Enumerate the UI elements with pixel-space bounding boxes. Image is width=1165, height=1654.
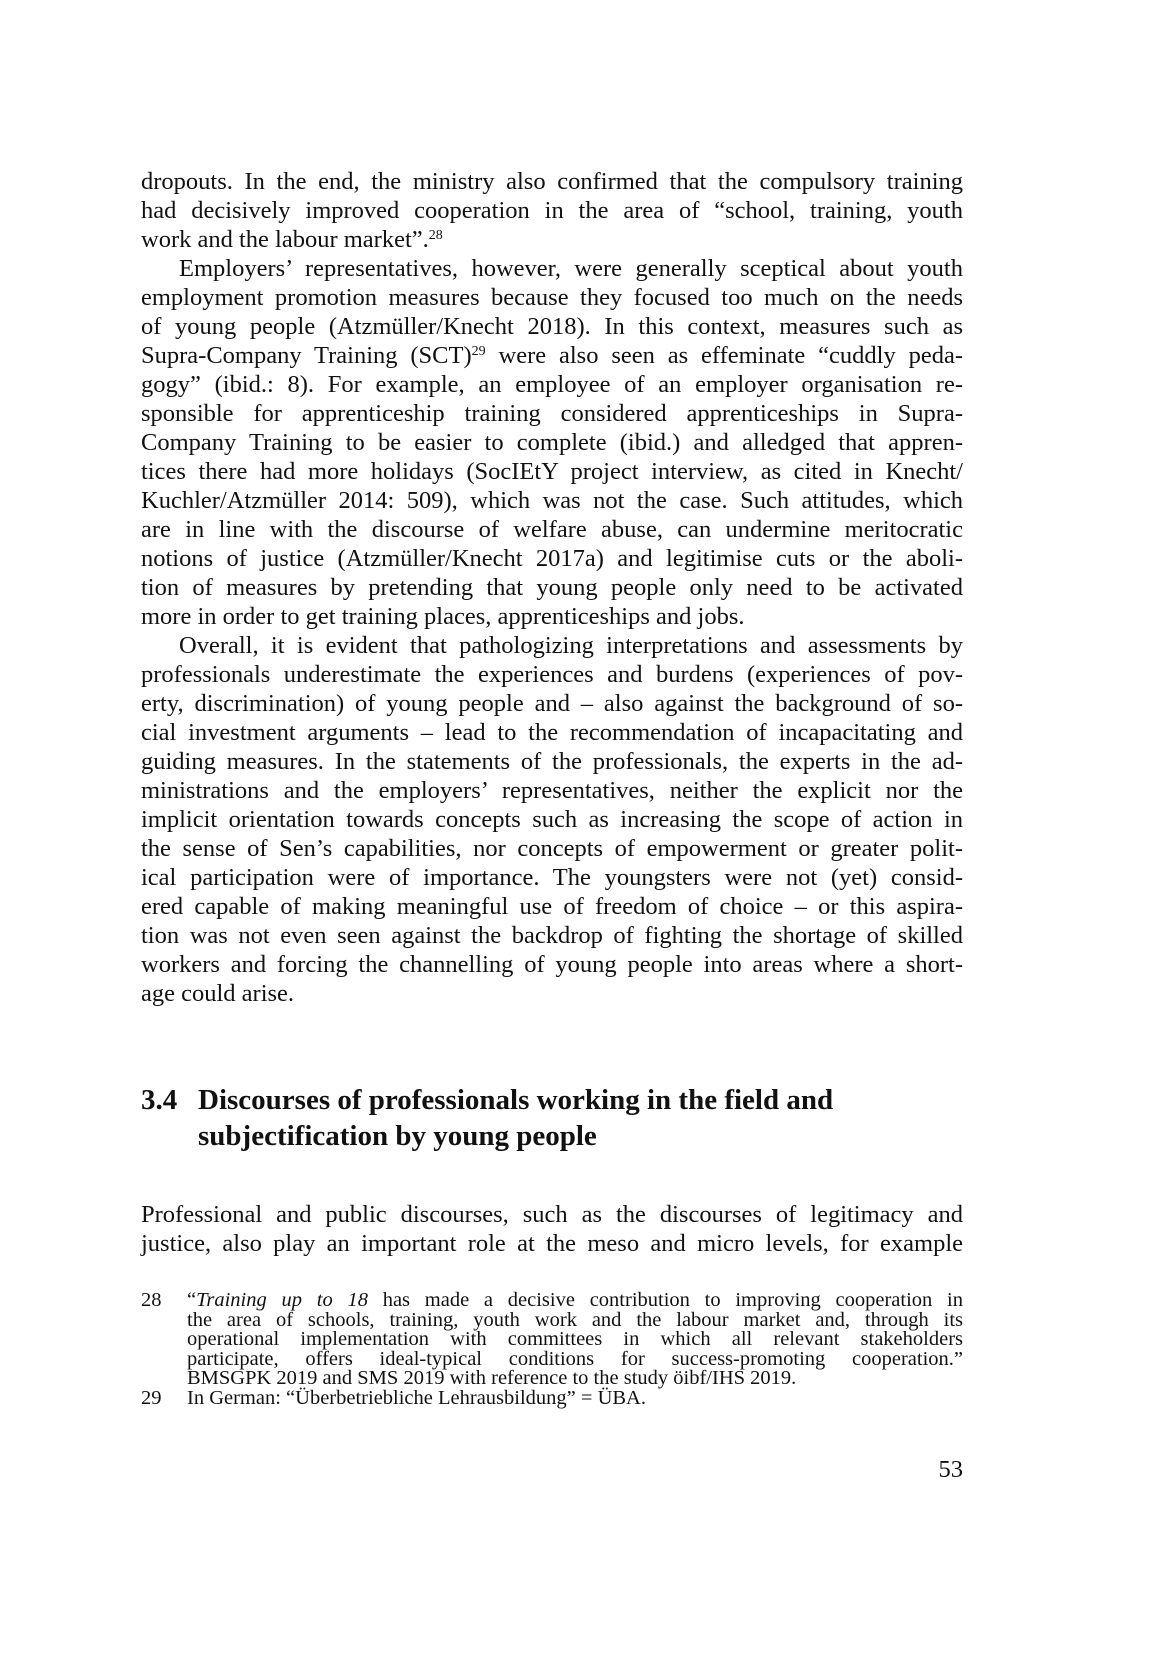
text-line: the sense of Sen’s capabilities, nor concepts of empowerment or greater polit- [141,835,963,862]
text-line: Kuchler/Atzmüller 2014: 509), which was not the case. Such attitudes, which [141,487,963,514]
footnote-ref: 29 [471,344,486,359]
footnote-line: BMSGPK 2019 and SMS 2019 with reference to the study öibf/IHS 2019. [187,1367,797,1389]
body-text-before-heading [141,167,963,1008]
text-line: workers and forcing the channelling of young people into areas where a short- [141,951,963,978]
footnote-number: 29 [141,1386,162,1409]
text-line: sponsible for apprenticeship training considered apprenticeships in Supra- [141,400,963,427]
text-line: ered capable of making meaningful use of freedom of choice – or this aspira- [141,893,963,920]
section-number: 3.4 [141,1084,178,1116]
text-line: tices there had more holidays (SocIEtY project interview, as cited in Knecht/ [141,458,963,485]
footnote-line: participate, offers ideal-typical conditions for success-promoting cooperation.” [187,1347,963,1370]
text-line: are in line with the discourse of welfare abuse, can undermine meritocratic [141,516,963,543]
text-line: cial investment arguments – lead to the recommendation of incapacitating and [141,719,963,746]
footnote-ref: 28 [428,228,443,243]
text-line: tion of measures by pretending that young people only need to be activated [141,574,963,601]
section-heading [141,1082,833,1154]
text-line: Professional and public discourses, such as the discourses of legitimacy and [141,1201,963,1228]
text-line: notions of justice (Atzmüller/Knecht 2017a) and legitimise cuts or the aboli- [141,545,963,572]
text-line: dropouts. In the end, the ministry also confirmed that the compulsory training [141,168,963,195]
text-line: employment promotion measures because they focused too much on the needs [141,284,963,311]
text-line: Supra-Company Training (SCT)$^{29}$ were also seen as effeminate “cuddly peda- [141,342,963,369]
text-line: ministrations and the employers’ representatives, neither the explicit nor the [141,777,963,804]
text-line: Overall, it is evident that pathologizing interpretations and assessments by [179,632,963,659]
section-title-line1: Discourses of professionals working in the field and [198,1084,834,1116]
text-line: gogy” (ibid.: 8). For example, an employee of an employer organisation re- [141,371,963,398]
text-line: guiding measures. In the statements of the professionals, the experts in the ad- [141,748,963,775]
text-line: more in order to get training places, apprenticeships and jobs. [141,603,745,630]
text-line: Employers’ representatives, however, were generally sceptical about youth [179,255,963,282]
text-line: professionals underestimate the experiences and burdens (experiences of pov- [141,661,963,688]
footnote-line: 28 “Training up to 18 has made a decisive contribution to improving cooperation in [141,1289,963,1311]
text-line: had decisively improved cooperation in the area of “school, training, youth [141,197,963,224]
page-number: 53 [938,1456,963,1483]
footnote-line: the area of schools, training, youth work and the labour market and, through its [187,1308,963,1331]
text-line: justice, also play an important role at the meso and micro levels, for example [141,1230,963,1257]
footnote-line: 29 In German: “Überbetriebliche Lehrausbildung” = ÜBA. [141,1386,646,1409]
text-line: ical participation were of importance. The youngsters were not (yet) consid- [141,864,963,891]
text-line: work and the labour market”.$^{28}$ [141,226,443,253]
text-line: implicit orientation towards concepts such as increasing the scope of action in [141,806,963,833]
footnotes [141,1291,963,1408]
footnote-line: operational implementation with committees in which all relevant stakeholders [187,1328,963,1350]
text-line: erty, discrimination) of young people and – also against the background of so- [141,690,963,717]
footnote-italic-title: Training up to 18 [196,1289,368,1311]
text-line: age could arise. [141,980,295,1007]
text-line: of young people (Atzmüller/Knecht 2018). In this context, measures such as [141,313,963,340]
text-line: Company Training to be easier to complete (ibid.) and alledged that appren- [141,429,963,456]
body-text-after-heading [141,1200,963,1258]
text-line: tion was not even seen against the backdrop of fighting the shortage of skilled [141,922,963,949]
footnote-number: 28 [141,1289,162,1311]
section-title-line2: subjectification by young people [198,1120,597,1152]
